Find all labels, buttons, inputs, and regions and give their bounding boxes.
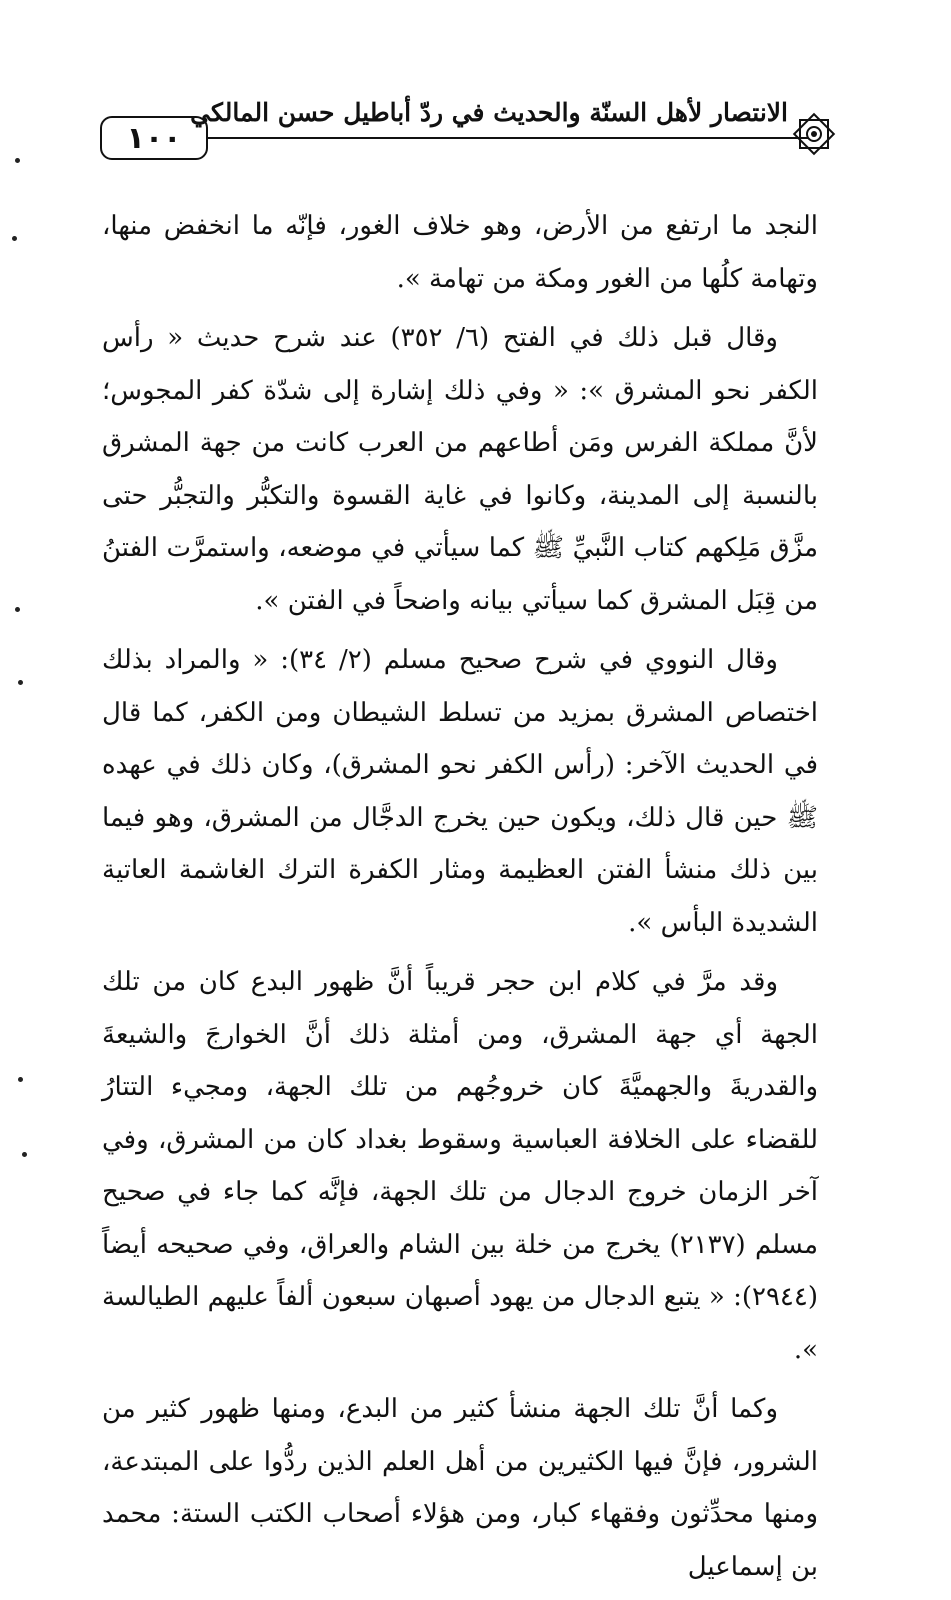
page-number: ١٠٠ <box>100 116 208 160</box>
body-text <box>102 200 818 1600</box>
scan-speck <box>18 1077 23 1082</box>
paragraph: وكما أنَّ تلك الجهة منشأ كثير من البدع، ومنها ظهور كثير من الشرور، فإنَّ فيها الكثيرين من أهل العلم الذين ردُّوا على المبتدعة، ومنها محدِّثون وفقهاء كبار، ومن هؤلاء أصحاب الكتب الستة: محمد بن إسماعيل <box>102 1394 818 1582</box>
paragraph: النجد ما ارتفع من الأرض، وهو خلاف الغور، فإنّه ما انخفض منها، وتهامة كلُها من الغور ومكة من تهامة ». <box>102 211 818 294</box>
ornament-icon <box>788 108 840 160</box>
scan-speck <box>15 158 20 163</box>
scan-speck <box>12 236 17 241</box>
scan-speck <box>15 607 20 612</box>
scan-speck <box>22 1152 27 1157</box>
page-header <box>100 98 840 170</box>
running-title: الانتصار لأهل السنّة والحديث في ردّ أباطيل حسن المالكي <box>190 98 788 127</box>
header-rule <box>208 137 808 139</box>
paragraph: وقال قبل ذلك في الفتح (٦/ ٣٥٢) عند شرح حديث « رأس الكفر نحو المشرق »: « وفي ذلك إشارة إلى شدّة كفر المجوس؛ لأنَّ مملكة الفرس ومَن أطاعهم من العرب كانت من جهة المشرق بالنسبة إلى المدينة، وكانوا في غاية القسوة والتكبُّر والتجبُّر حتى مزَّق مَلِكهم كتاب النَّبيِّ ﷺ كما سيأتي في موضعه، واستمرَّت الفتنُ من قِبَل المشرق كما سيأتي بيانه واضحاً في الفتن ». <box>102 323 818 616</box>
scan-speck <box>18 680 23 685</box>
paragraph: وقال النووي في شرح صحيح مسلم (٢/ ٣٤): « والمراد بذلك اختصاص المشرق بمزيد من تسلط الشيطان ومن الكفر، كما قال في الحديث الآخر: (رأس الكفر نحو المشرق)، وكان ذلك في عهده ﷺ حين قال ذلك، ويكون حين يخرج الدجَّال من المشرق، وهو فيما بين ذلك منشأ الفتن العظيمة ومثار الكفرة الترك الغاشمة العاتية الشديدة البأس ». <box>102 645 818 938</box>
paragraph: وقد مرَّ في كلام ابن حجر قريباً أنَّ ظهور البدع كان من تلك الجهة أي جهة المشرق، ومن أمثلة ذلك أنَّ الخوارجَ والشيعةَ والقدريةَ والجهميَّةَ كان خروجُهم من تلك الجهة، ومجيء التتارُ للقضاء على الخلافة العباسية وسقوط بغداد كان من المشرق، وفي آخر الزمان خروج الدجال من تلك الجهة، فإنَّه كما جاء في صحيح مسلم (٢١٣٧) يخرج من خلة بين الشام والعراق، وفي صحيحه أيضاً (٢٩٤٤): « يتبع الدجال من يهود أصبهان سبعون ألفاً عليهم الطيالسة ». <box>102 967 818 1365</box>
